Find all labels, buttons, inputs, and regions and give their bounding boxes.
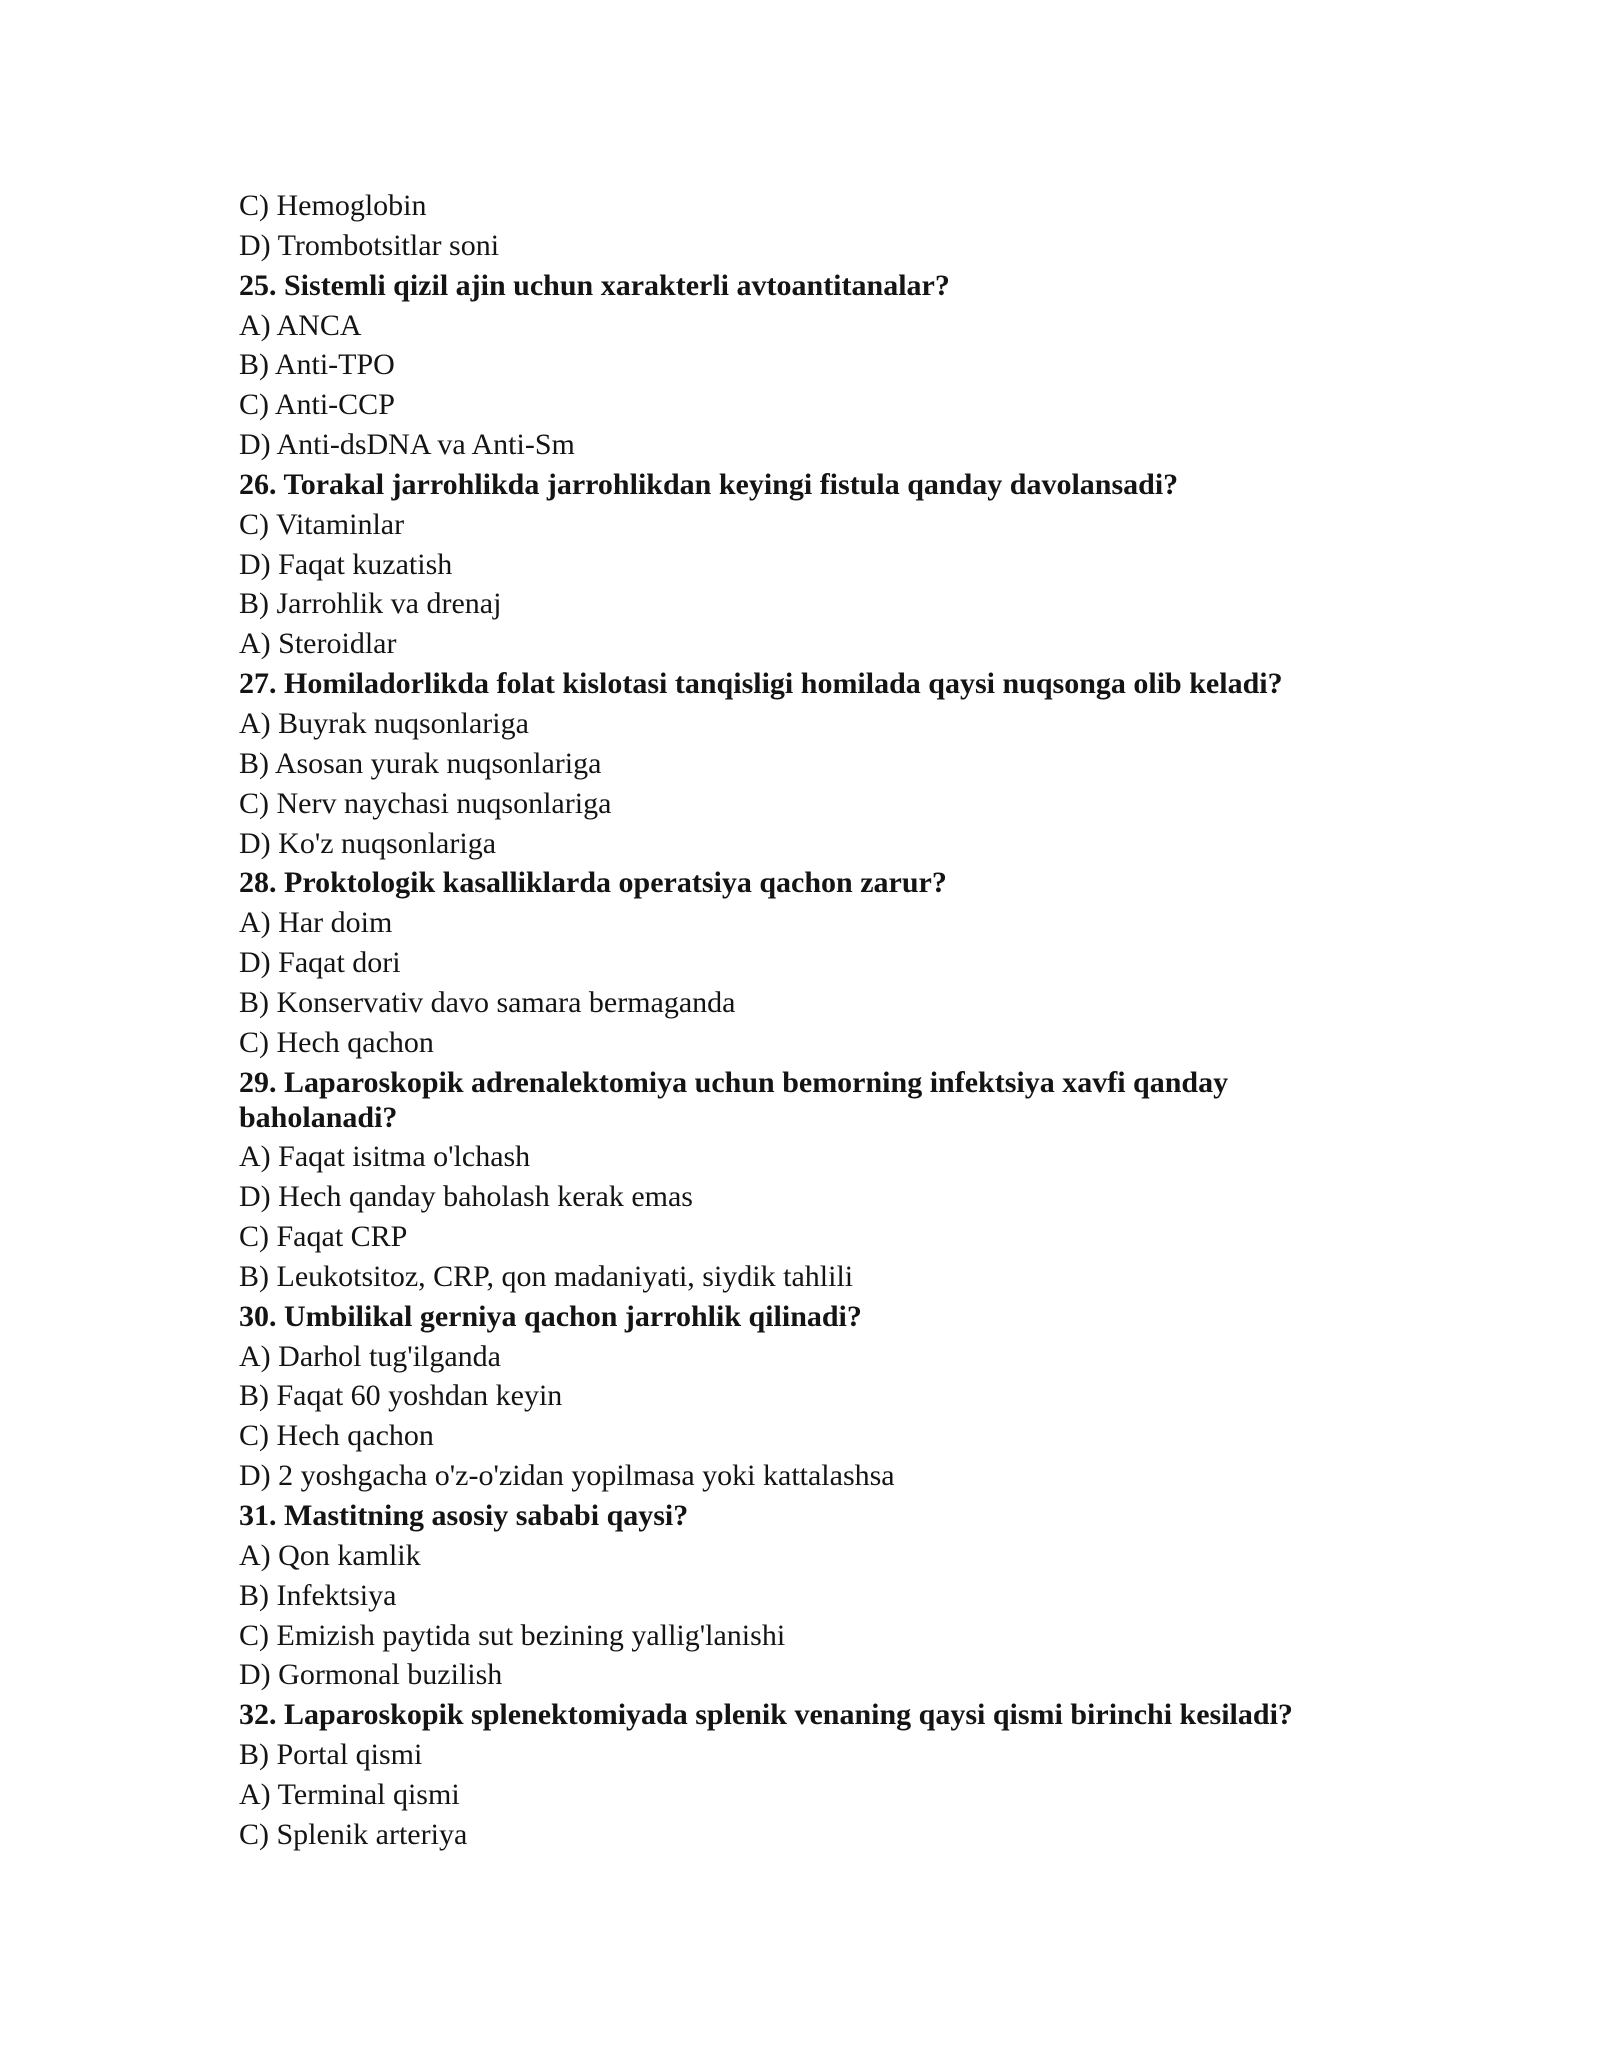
document-page <box>239 186 1379 1855</box>
answer-option: B) Konservativ davo samara bermaganda <box>239 985 736 1019</box>
question-block <box>239 664 1379 863</box>
question-text: 25. Sistemli qizil ajin uchun xarakterli avtoantitanalar? <box>239 268 950 302</box>
answer-option: A) Faqat isitma o'lchash <box>239 1140 531 1174</box>
answer-option: C) Nerv naychasi nuqsonlariga <box>239 786 612 820</box>
question-list <box>239 266 1379 1855</box>
answer-option: D) Hech qanday baholash kerak emas <box>239 1180 693 1214</box>
question-block <box>239 1297 1379 1496</box>
answer-option: B) Infektsiya <box>239 1578 397 1612</box>
answer-option: C) Anti-CCP <box>239 388 395 422</box>
answer-option: B) Faqat 60 yoshdan keyin <box>239 1379 563 1413</box>
answer-option: C) Vitaminlar <box>239 507 405 541</box>
question-block <box>239 1496 1379 1695</box>
answer-option: B) Anti-TPO <box>239 348 395 382</box>
question-text: 30. Umbilikal gerniya qachon jarrohlik qilinadi? <box>239 1299 862 1333</box>
answer-option: D) Anti-dsDNA va Anti-Sm <box>239 428 575 462</box>
answer-option: D) 2 yoshgacha o'z-o'zidan yopilmasa yoki kattalashsa <box>239 1459 895 1493</box>
question-block <box>239 1063 1379 1297</box>
question-text: 32. Laparoskopik splenektomiyada splenik venaning qaysi qismi birinchi kesiladi? <box>239 1698 1293 1732</box>
question-block <box>239 863 1379 1062</box>
answer-option: D) Trombotsitlar soni <box>239 228 500 262</box>
answer-option: A) Darhol tug'ilganda <box>239 1339 502 1373</box>
answer-option: D) Faqat kuzatish <box>239 547 453 581</box>
answer-option: B) Asosan yurak nuqsonlariga <box>239 746 602 780</box>
answer-option: D) Ko'z nuqsonlariga <box>239 826 497 860</box>
intro-options <box>239 186 1379 266</box>
answer-option: C) Emizish paytida sut bezining yallig'lanishi <box>239 1618 786 1652</box>
answer-option: C) Hech qachon <box>239 1025 434 1059</box>
question-block <box>239 1695 1379 1854</box>
answer-option: C) Splenik arteriya <box>239 1817 468 1851</box>
answer-option: A) ANCA <box>239 308 362 342</box>
question-text: 27. Homiladorlikda folat kislotasi tanqisligi homilada qaysi nuqsonga olib keladi? <box>239 667 1283 701</box>
answer-option: A) Terminal qismi <box>239 1777 460 1811</box>
answer-option: A) Har doim <box>239 906 393 940</box>
answer-option: C) Faqat CRP <box>239 1220 408 1254</box>
question-text: 26. Torakal jarrohlikda jarrohlikdan keyingi fistula qanday davolansadi? <box>239 467 1179 501</box>
question-block <box>239 465 1379 664</box>
answer-option: C) Hemoglobin <box>239 189 427 222</box>
question-text: 31. Mastitning asosiy sababi qaysi? <box>239 1499 689 1532</box>
answer-option: B) Portal qismi <box>239 1738 423 1772</box>
answer-option: A) Steroidlar <box>239 627 397 661</box>
answer-option: A) Buyrak nuqsonlariga <box>239 706 529 740</box>
answer-option: D) Gormonal buzilish <box>239 1658 503 1692</box>
question-text: 29. Laparoskopik adrenalektomiya uchun bemorning infektsiya xavfi qanday baholanadi? <box>239 1065 1229 1134</box>
answer-option: A) Qon kamlik <box>239 1538 421 1572</box>
answer-option: D) Faqat dori <box>239 946 401 980</box>
question-text: 28. Proktologik kasalliklarda operatsiya qachon zarur? <box>239 866 947 900</box>
answer-option: B) Jarrohlik va drenaj <box>239 587 502 621</box>
answer-option: C) Hech qachon <box>239 1419 434 1453</box>
question-block <box>239 266 1379 465</box>
answer-option: B) Leukotsitoz, CRP, qon madaniyati, siydik tahlili <box>239 1259 854 1293</box>
